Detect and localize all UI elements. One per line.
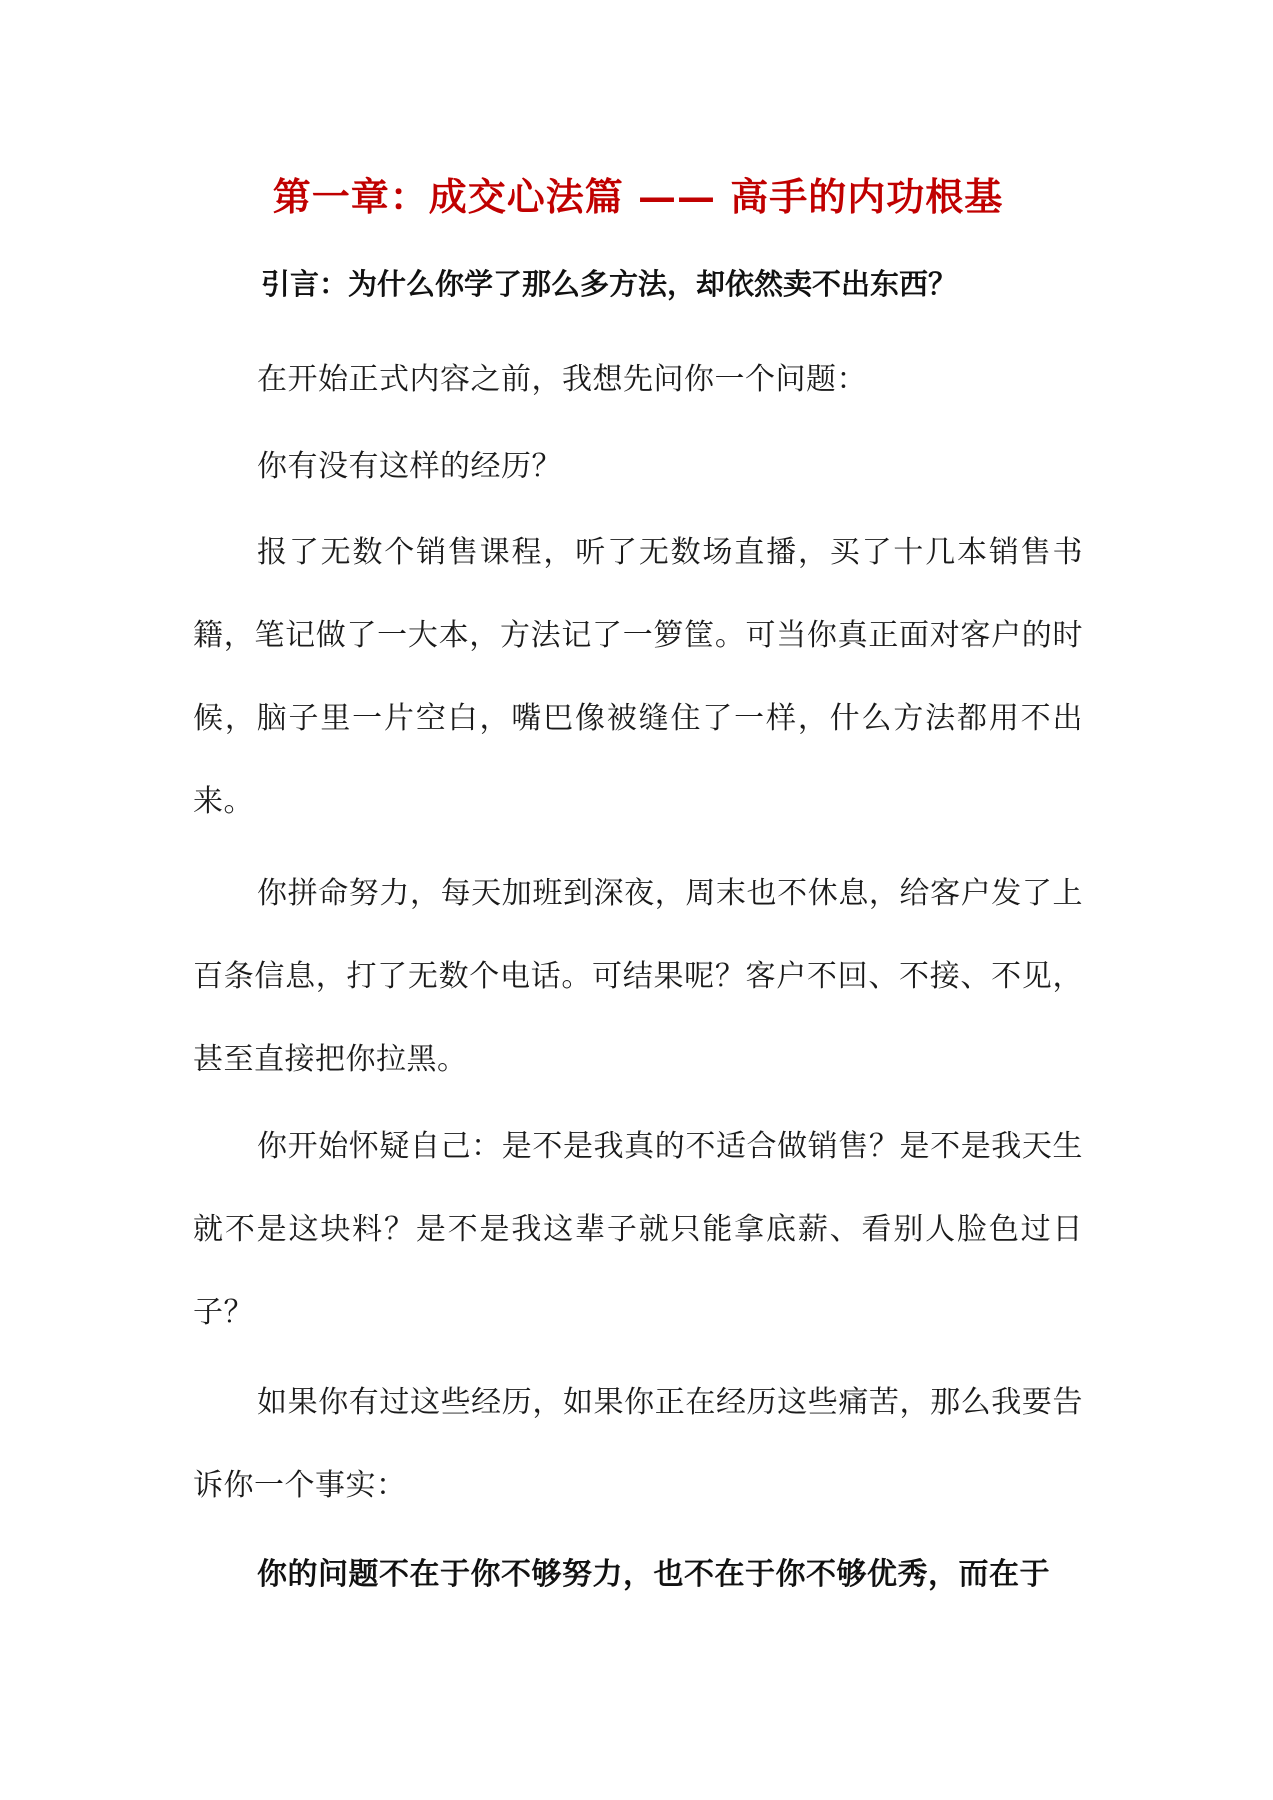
paragraph: 你开始怀疑自己：是不是我真的不适合做销售？是不是我天生就不是这块料？是不是我这辈子就只能拿底薪、看别人脸色过日子？ <box>193 1129 1083 1330</box>
paragraph: 在开始正式内容之前，我想先问你一个问题： <box>257 362 867 397</box>
paragraph: 你有没有这样的经历？ <box>257 449 562 484</box>
intro-heading: 引言：为什么你学了那么多方法，却依然卖不出东西？ <box>261 267 958 301</box>
chapter-title: 第一章：成交心法篇 —— 高手的内功根基 <box>272 174 1004 219</box>
paragraph: 如果你有过这些经历，如果你正在经历这些痛苦，那么我要告诉你一个事实： <box>193 1385 1083 1503</box>
paragraph: 报了无数个销售课程，听了无数场直播，买了十几本销售书籍，笔记做了一大本，方法记了一箩筐。可当你真正面对客户的时候，脑子里一片空白，嘴巴像被缝住了一样，什么方法都用不出来。 <box>193 535 1083 819</box>
paragraph: 你拼命努力，每天加班到深夜，周末也不休息，给客户发了上百条信息，打了无数个电话。可结果呢？客户不回、不接、不见，甚至直接把你拉黑。 <box>193 876 1083 1077</box>
bold-paragraph: 你的问题不在于你不够努力，也不在于你不够优秀，而在于 <box>257 1557 1050 1592</box>
